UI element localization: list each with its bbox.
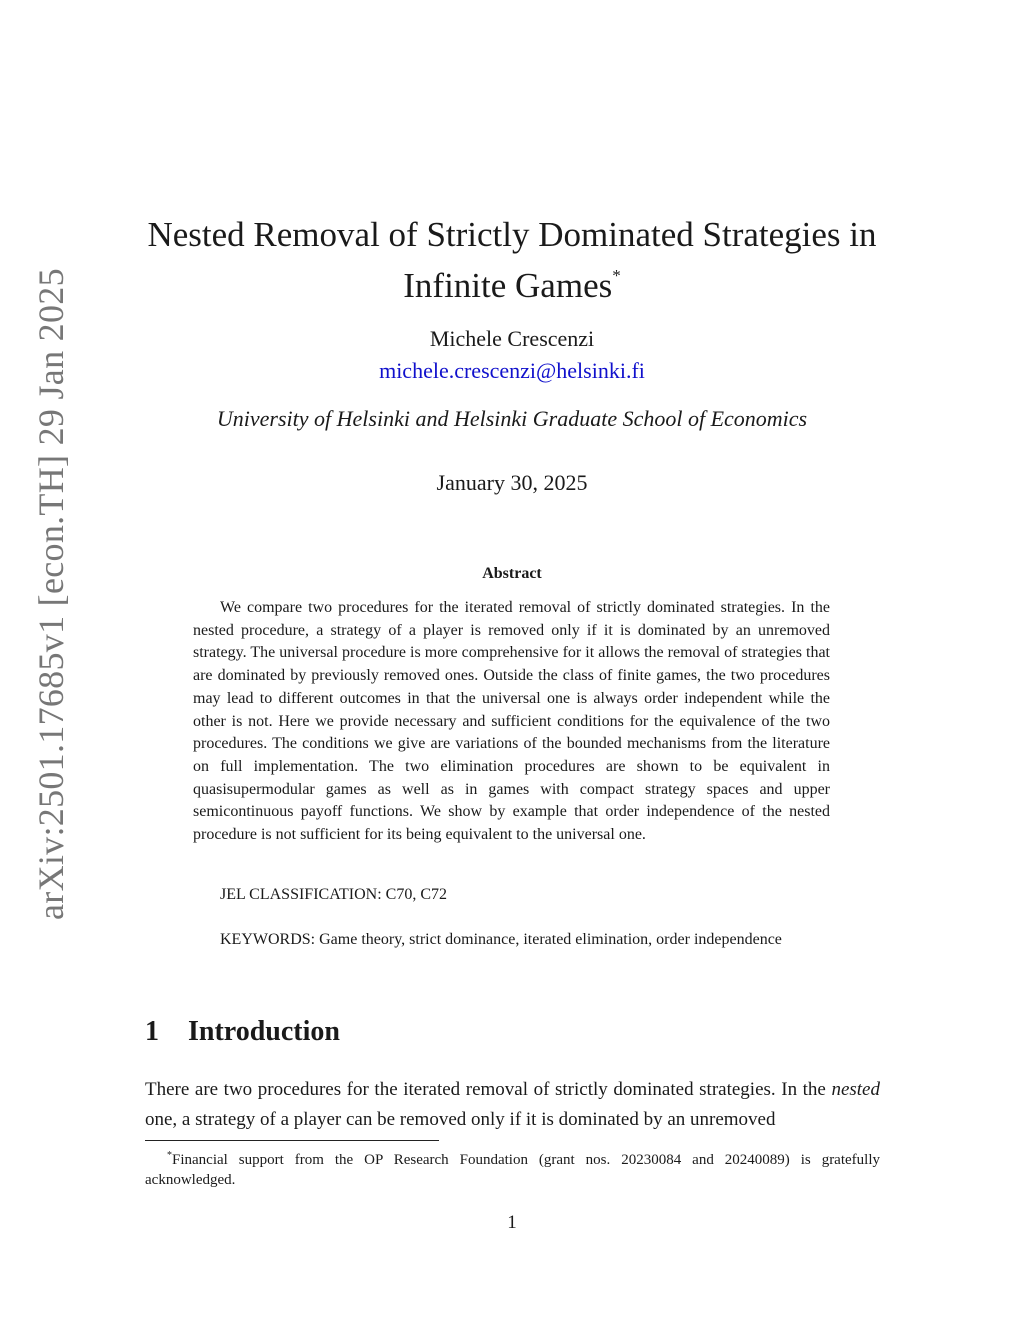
intro-text-before: There are two procedures for the iterated removal of strictly dominated strategies. In the	[145, 1079, 832, 1100]
author-name: Michele Crescenzi	[429, 326, 595, 351]
footnote-mark: *	[167, 1150, 172, 1161]
title-footnote-mark: *	[612, 266, 621, 285]
footnote-divider	[145, 1140, 439, 1141]
footnote	[145, 1146, 880, 1190]
intro-emphasis: nested	[831, 1079, 880, 1100]
paper-title	[120, 214, 904, 306]
section-title: Introduction	[188, 1016, 340, 1047]
intro-paragraph	[145, 1075, 880, 1135]
footnote-text: Financial support from the OP Research Foundation (grant nos. 20230084 and 20240089) is gratefully acknowledged.	[145, 1152, 880, 1188]
jel-classification: JEL CLASSIFICATION: C70, C72	[220, 886, 447, 903]
section-heading	[145, 1016, 340, 1048]
title-text: Nested Removal of Strictly Dominated Strategies in Infinite Games	[147, 215, 877, 305]
page-number: 1	[507, 1212, 517, 1233]
paper-date: January 30, 2025	[436, 470, 588, 495]
author-affiliation: University of Helsinki and Helsinki Graduate School of Economics	[216, 406, 808, 431]
author-email-link[interactable]: michele.crescenzi@helsinki.fi	[379, 358, 645, 383]
intro-text-after: one, a strategy of a player can be removed only if it is dominated by an unremoved	[145, 1109, 776, 1130]
abstract-heading: Abstract	[482, 565, 542, 582]
section-number: 1	[145, 1016, 159, 1047]
arxiv-identifier: arXiv:2501.17685v1 [econ.TH] 29 Jan 2025	[31, 268, 71, 920]
abstract-text: We compare two procedures for the iterated removal of strictly dominated strategies. In the nested procedure, a strategy of a player is removed only if it is dominated by an unremoved strategy. The universal procedure is more comprehensive for it allows the removal of strategies that are dominated by previously removed ones. Outside the class of finite games, the two procedures may lead to different outcomes in that the universal one is always order independent while the other is not. Here we provide necessary and sufficient conditions for the equivalence of the two procedures. The conditions we give are variations of the bounded mechanisms from the literature on full implementation. The two elimination procedures are shown to be equivalent in quasisupermodular games as well as in games with compact strategy spaces and upper semicontinuous payoff functions. We show by example that order independence of the nested procedure is not sufficient for its being equivalent to the universal one.	[193, 599, 830, 844]
keywords: KEYWORDS: Game theory, strict dominance, iterated elimination, order independence	[220, 931, 782, 948]
